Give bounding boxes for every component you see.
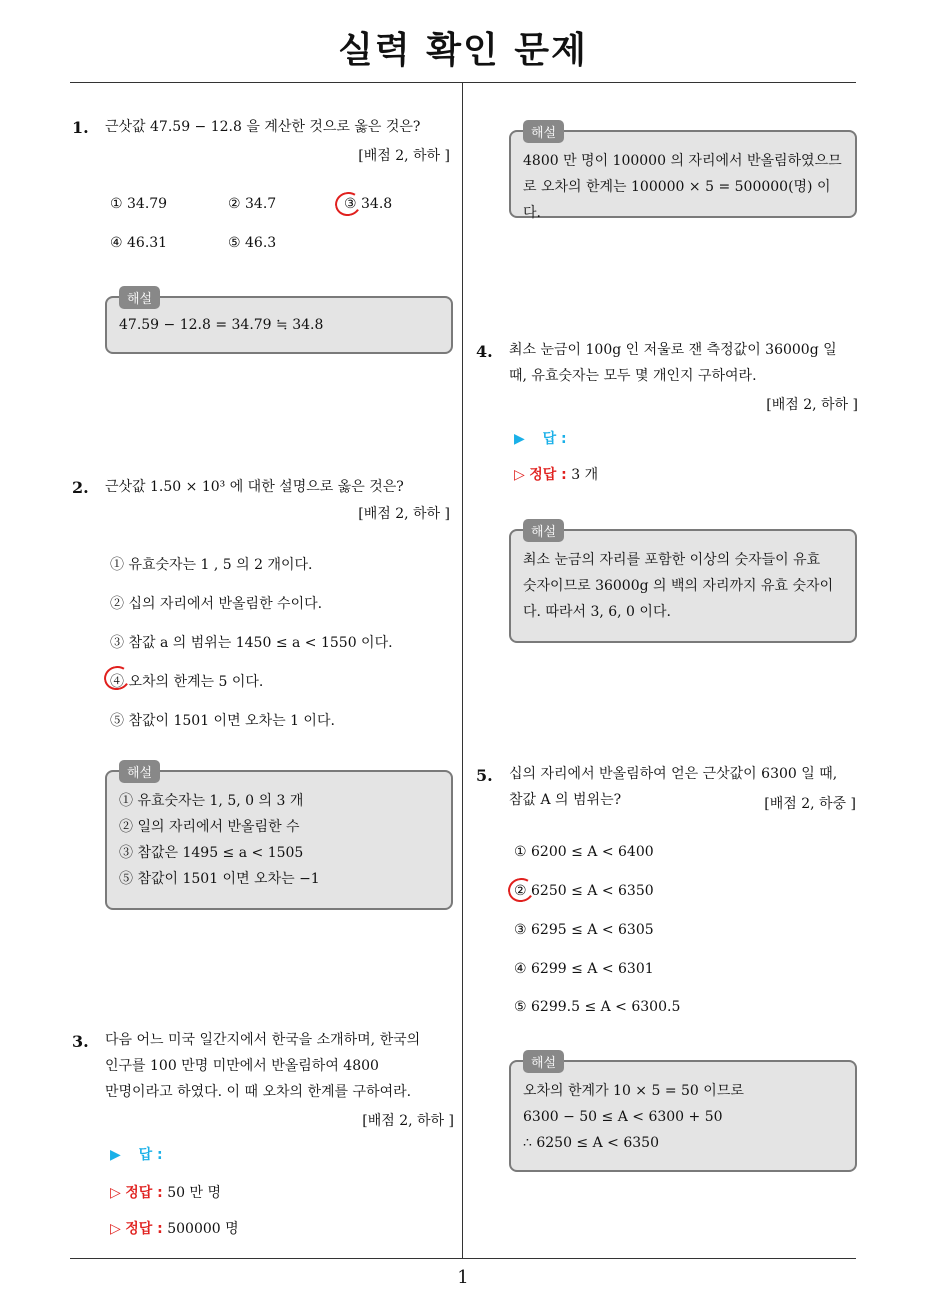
q2-option-2: ② 십의 자리에서 반올림한 수이다. <box>110 596 323 612</box>
q2-explanation-line: ① 유효숫자는 1, 5, 0 의 3 개 <box>119 793 304 809</box>
q3-explanation-line: 4800 만 명이 100000 의 자리에서 반올림하였으므 <box>523 153 842 169</box>
q2-explanation-line: ⑤ 참값이 1501 이면 오차는 −1 <box>119 871 320 887</box>
q1-option-2: ② 34.7 <box>228 196 277 212</box>
bottom-rule <box>70 1258 856 1259</box>
q5-text-line: 참값 A 의 범위는? <box>509 792 622 808</box>
column-divider <box>462 83 463 1258</box>
q5-explanation-text <box>523 1078 845 1156</box>
page-title: 실력 확인 문제 <box>338 30 588 71</box>
q1-option-1: ① 34.79 <box>110 196 168 212</box>
page-number: 1 <box>457 1267 469 1288</box>
q3-correct-row-2 <box>110 1218 239 1238</box>
q5-explanation-line: 6300 − 50 ≤ A < 6300 + 50 <box>523 1109 723 1125</box>
q3-answer-row <box>110 1144 163 1164</box>
q5-option-1: ① 6200 ≤ A < 6400 <box>514 844 654 860</box>
q2-explanation-box <box>105 766 453 910</box>
q3-explanation-box <box>509 126 857 221</box>
play-icon: ▶ <box>514 431 525 447</box>
q4-text-line: 최소 눈금이 100g 인 저울로 잰 측정값이 36000g 일 <box>509 342 837 358</box>
q3-explanation-tag: 해설 <box>523 120 564 143</box>
q2-explanation-line: ③ 참값은 1495 ≤ a < 1505 <box>119 845 304 861</box>
q5-meta: [배점 2, 하중 ] <box>764 796 856 812</box>
q1-explanation-box <box>105 292 453 354</box>
q3-meta: [배점 2, 하하 ] <box>362 1113 454 1129</box>
q2-option-5: ⑤ 참값이 1501 이면 오차는 1 이다. <box>110 713 335 729</box>
q4-correct-label: 정답 : <box>529 467 567 483</box>
q3-correct-value: 500000 명 <box>167 1221 239 1237</box>
q4-answer-row <box>514 428 567 448</box>
q2-text: 근삿값 1.50 × 10³ 에 대한 설명으로 옳은 것은? <box>105 479 404 495</box>
triangle-icon: ▷ <box>110 1185 121 1201</box>
q5-option-3: ③ 6295 ≤ A < 6305 <box>514 922 654 938</box>
q4-meta: [배점 2, 하하 ] <box>766 397 858 413</box>
q2-meta: [배점 2, 하하 ] <box>358 506 450 522</box>
q3-text <box>105 1027 420 1105</box>
q4-text <box>509 337 837 389</box>
q4-text-line: 때, 유효숫자는 모두 몇 개인지 구하여라. <box>509 368 757 384</box>
q1-option-4: ④ 46.31 <box>110 235 168 251</box>
q3-text-line: 인구를 100 만명 미만에서 반올림하여 4800 <box>105 1058 379 1074</box>
q1-meta: [배점 2, 하하 ] <box>358 148 450 164</box>
q3-answer-label: 답 : <box>138 1147 163 1163</box>
q2-explanation-text <box>119 788 441 892</box>
q1-answer-mark <box>333 190 363 219</box>
q3-correct-row-1 <box>110 1182 221 1202</box>
q1-text: 근삿값 47.59 − 12.8 을 계산한 것으로 옳은 것은? <box>105 119 421 135</box>
q4-explanation-text <box>523 547 845 625</box>
q3-correct-label: 정답 : <box>125 1221 163 1237</box>
q4-explanation-tag: 해설 <box>523 519 564 542</box>
triangle-icon: ▷ <box>514 467 525 483</box>
q3-text-line: 만명이라고 하였다. 이 때 오차의 한계를 구하여라. <box>105 1084 412 1100</box>
q5-explanation-tag: 해설 <box>523 1050 564 1073</box>
q3-text-line: 다음 어느 미국 일간지에서 한국을 소개하며, 한국의 <box>105 1032 421 1048</box>
q2-explanation-line: ② 일의 자리에서 반올림한 수 <box>119 819 300 835</box>
q4-explanation-line: 숫자이므로 36000g 의 백의 자리까지 유효 숫자이 <box>523 578 834 594</box>
q4-number: 4. <box>476 342 493 361</box>
q4-explanation-line: 다. 따라서 3, 6, 0 이다. <box>523 604 671 620</box>
q4-answer-label: 답 : <box>542 431 567 447</box>
q2-number: 2. <box>72 478 89 497</box>
q5-explanation-line: 오차의 한계가 10 × 5 = 50 이므로 <box>523 1083 744 1099</box>
q4-correct-value: 3 개 <box>571 467 599 483</box>
q3-number: 3. <box>72 1032 89 1051</box>
q4-explanation-box <box>509 525 857 643</box>
q5-option-2: ② 6250 ≤ A < 6350 <box>514 883 654 899</box>
q5-explanation-box <box>509 1056 857 1172</box>
q2-option-1: ① 유효숫자는 1 , 5 의 2 개이다. <box>110 557 313 573</box>
q2-option-4: ④ 오차의 한계는 5 이다. <box>110 674 264 690</box>
top-rule <box>70 82 856 83</box>
q3-explanation-line: 로 오차의 한계는 100000 × 5 = 500000(명) 이다. <box>523 179 831 221</box>
q3-explanation-text <box>523 148 845 226</box>
q1-option-3: ③ 34.8 <box>344 196 393 212</box>
q4-explanation-line: 최소 눈금의 자리를 포함한 이상의 숫자들이 유효 <box>523 552 821 568</box>
q2-explanation-tag: 해설 <box>119 760 160 783</box>
triangle-icon: ▷ <box>110 1221 121 1237</box>
q1-explanation-text: 47.59 − 12.8 = 34.79 ≒ 34.8 <box>119 317 324 333</box>
play-icon: ▶ <box>110 1147 121 1163</box>
q5-option-4: ④ 6299 ≤ A < 6301 <box>514 961 654 977</box>
q5-number: 5. <box>476 766 493 785</box>
q5-explanation-line: ∴ 6250 ≤ A < 6350 <box>523 1135 659 1151</box>
q5-option-5: ⑤ 6299.5 ≤ A < 6300.5 <box>514 999 681 1015</box>
q1-explanation-tag: 해설 <box>119 286 160 309</box>
q3-correct-value: 50 만 명 <box>167 1185 221 1201</box>
q5-answer-mark <box>506 876 536 905</box>
q5-text-line: 십의 자리에서 반올림하여 얻은 근삿값이 6300 일 때, <box>509 766 838 782</box>
q1-number: 1. <box>72 118 89 137</box>
q3-correct-label: 정답 : <box>125 1185 163 1201</box>
q1-option-5: ⑤ 46.3 <box>228 235 277 251</box>
q4-correct-row <box>514 464 598 484</box>
q2-option-3: ③ 참값 a 의 범위는 1450 ≤ a < 1550 이다. <box>110 635 393 651</box>
